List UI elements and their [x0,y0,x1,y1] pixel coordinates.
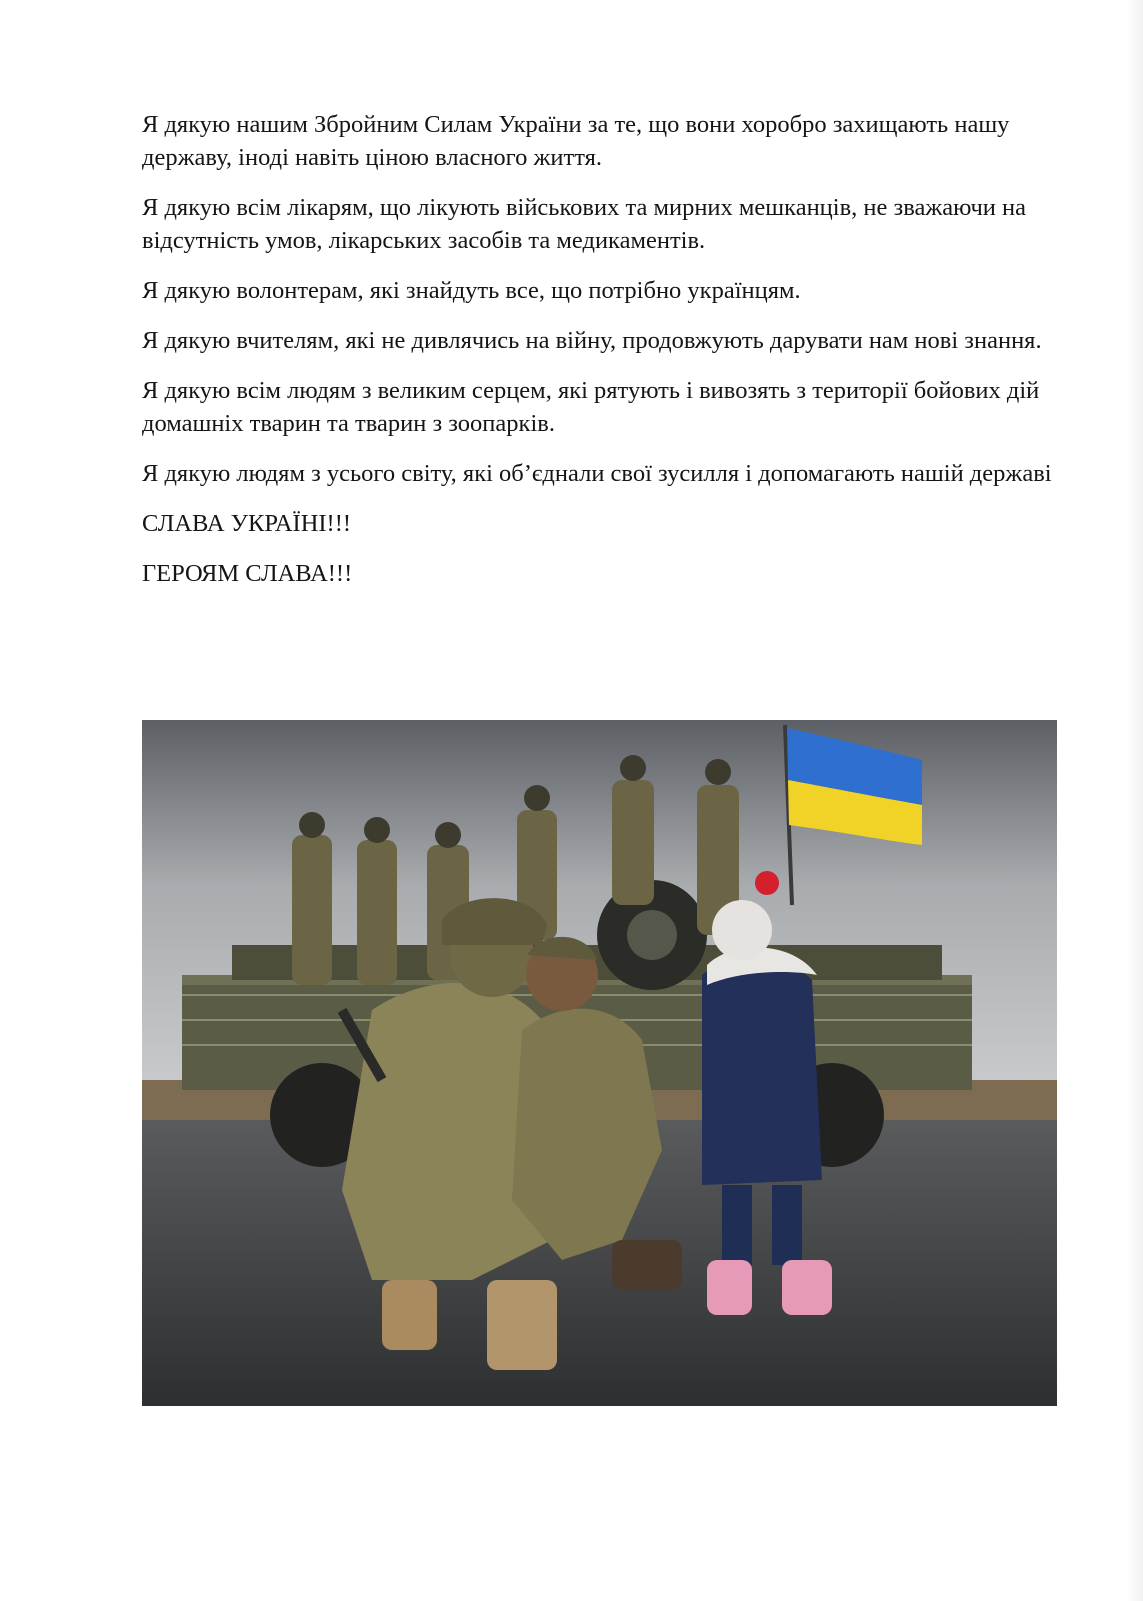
paragraph-armed-forces: Я дякую нашим Збройним Силам України за те, що вони хоробро захищають нашу державу, іноді навіть ціною власного життя. [142,111,1010,171]
letter-text [142,108,1062,607]
paragraph-teachers: Я дякую вчителям, які не дивлячись на війну, продовжують дарувати нам нові знання. [142,327,1042,354]
paragraph-doctors: Я дякую всім лікарям, що лікують військових та мирних мешканців, не зважаючи на відсутність умов, лікарських засобів та медикаментів. [142,194,1027,254]
page-edge-shadow [1127,0,1143,1601]
paragraph-volunteers: Я дякую волонтерам, які знайдуть все, що потрібно українцям. [142,277,801,304]
paragraph-animal-rescuers: Я дякую всім людям з великим серцем, які рятують і вивозять з території бойових дій домашніх тварин та тварин з зоопарків. [142,377,1040,437]
slogan-glory-ukraine: СЛАВА УКРАЇНІ!!! [142,510,352,537]
slogan-glory-heroes: ГЕРОЯМ СЛАВА!!! [142,560,353,587]
paragraph-world: Я дякую людям з усього світу, які об’єднали свої зусилля і допомагають нашій державі [142,460,1052,487]
photo-soldiers-with-child [142,720,1057,1406]
